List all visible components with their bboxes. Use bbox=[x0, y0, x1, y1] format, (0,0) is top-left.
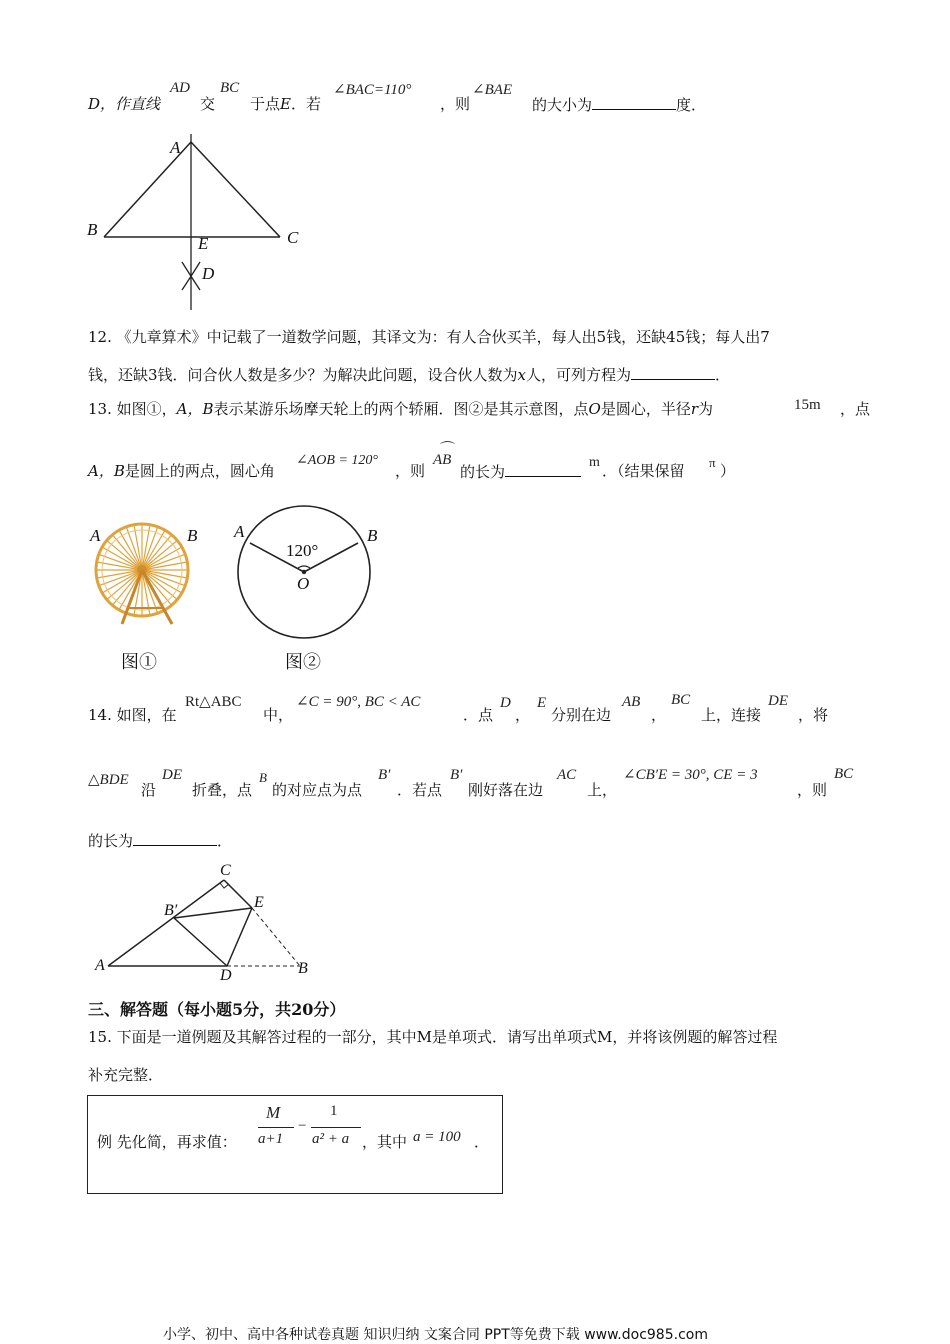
q14-l3a: 的长为 bbox=[88, 832, 134, 850]
q13-line2 bbox=[88, 461, 275, 481]
q13-line2b: 是圆上的两点，圆心角 bbox=[124, 462, 275, 480]
q14-l2d: ．若点 bbox=[397, 781, 443, 799]
ferris-wheel-figure bbox=[88, 520, 198, 630]
q14-ab: AB bbox=[622, 694, 641, 710]
q11-jiao: 交 bbox=[200, 95, 216, 113]
q13-arc-symbol: ⌒ bbox=[440, 442, 456, 458]
q12-line2b: 人，可列方程为 bbox=[526, 366, 632, 384]
q15-end: ． bbox=[474, 1133, 490, 1151]
q15-den1: a+1 bbox=[258, 1131, 284, 1147]
q13-line2f: ） bbox=[720, 462, 736, 480]
q14-l1a: 14. 如图，在 bbox=[88, 706, 177, 724]
q14-tri: △BDE bbox=[88, 772, 129, 788]
fig2-angle: 120° bbox=[286, 541, 319, 560]
q14-fig-b: B bbox=[298, 960, 308, 977]
q13-line1e: ，点 bbox=[840, 400, 871, 418]
q14-answer-blank[interactable] bbox=[133, 830, 217, 846]
q14-d: D bbox=[500, 695, 511, 711]
q13-line2e: ．（结果保留 bbox=[602, 462, 685, 480]
q11-ad: AD bbox=[170, 80, 190, 96]
q13-line1b: 表示某游乐场摩天轮上的两个轿厢．图②是其示意图，点 bbox=[213, 400, 589, 418]
q13-arc-ab: AB bbox=[433, 452, 452, 468]
q15-line1: 15. 下面是一道例题及其解答过程的一部分，其中M是单项式．请写出单项式M，并将该例题的解答过程 bbox=[88, 1028, 778, 1046]
q13-line1a: 13. 如图①， bbox=[88, 400, 177, 418]
q14-fig-bp: B′ bbox=[164, 902, 178, 919]
q11-ze: ，则 bbox=[440, 95, 471, 113]
fig1-label-b: B bbox=[187, 526, 198, 545]
q13-line1c: 是圆心，半径 bbox=[600, 400, 691, 418]
q11-angle-bac: ∠BAC=110° bbox=[333, 82, 412, 98]
q11-label-c: C bbox=[287, 228, 299, 247]
q14-l1c: ．点 bbox=[463, 706, 494, 724]
q13-line1d: 为 bbox=[698, 400, 714, 418]
q15-fraction-bar-2 bbox=[311, 1127, 361, 1128]
q11-yu: 于点 bbox=[250, 95, 281, 113]
q14-l3b: ． bbox=[217, 832, 233, 850]
q14-de2: DE bbox=[162, 767, 182, 783]
q14-bp2: B′ bbox=[450, 767, 463, 783]
q14-l2g: ，则 bbox=[797, 781, 828, 799]
q14-rt: Rt△ABC bbox=[185, 694, 242, 710]
q13-pi: π bbox=[709, 455, 716, 470]
q13-line2d: 的长为 bbox=[460, 463, 506, 481]
footer-text: 小学、初中、高中各种试卷真题 知识归纳 文案合同 PPT等免费下载 www.doc985.com bbox=[163, 1327, 708, 1343]
q14-l1f: ，将 bbox=[798, 706, 829, 724]
q14-l3 bbox=[88, 830, 232, 851]
q14-de: DE bbox=[768, 693, 788, 709]
q13-ab: A，B bbox=[176, 400, 214, 418]
q15-den2: a² + a bbox=[312, 1131, 350, 1147]
q14-l2a: 沿 bbox=[141, 781, 157, 799]
q14-cond2: ∠CB′E = 30°, CE = 3 bbox=[623, 767, 758, 783]
q15-cond: ，其中 bbox=[362, 1133, 408, 1151]
q13-line2a: A，B bbox=[88, 462, 125, 480]
q12-x: x bbox=[517, 366, 527, 384]
q14-bc: BC bbox=[671, 692, 691, 708]
fig2-caption: 图② bbox=[285, 652, 321, 673]
q14-figure bbox=[100, 860, 320, 980]
q12-line2a: 钱，还缺3钱．问合伙人数是多少？为解决此问题，设合伙人数为 bbox=[88, 366, 518, 384]
q14-fig-c: C bbox=[220, 862, 231, 879]
q12-line2 bbox=[88, 364, 730, 385]
q14-l2c: 的对应点为点 bbox=[272, 781, 363, 799]
q11-answer-blank[interactable] bbox=[592, 94, 676, 110]
q15-fraction-bar-1 bbox=[258, 1127, 294, 1128]
q11-bc: BC bbox=[220, 80, 240, 96]
q11-prefix: D，作直线 bbox=[88, 95, 161, 113]
q15-num1: M bbox=[266, 1103, 281, 1122]
q14-l1b: 中， bbox=[263, 706, 294, 724]
q11-line bbox=[88, 94, 160, 114]
q13-r-val: 15m bbox=[794, 397, 821, 413]
q11-e: E bbox=[280, 95, 291, 113]
q13-o: O bbox=[588, 400, 601, 418]
fig1-caption: 图① bbox=[121, 652, 157, 673]
q14-l2f: 上， bbox=[587, 781, 618, 799]
q14-fig-e: E bbox=[254, 894, 264, 911]
q11-ruo: ．若 bbox=[290, 95, 321, 113]
q11-tail1: 的大小为 bbox=[532, 96, 593, 114]
q15-ex-label: 例 先化简，再求值： bbox=[97, 1133, 237, 1151]
q14-l2b: 折叠，点 bbox=[192, 781, 253, 799]
q15-a-eq: a = 100 bbox=[413, 1129, 461, 1145]
q14-comma2: ， bbox=[651, 706, 667, 724]
q14-fig-a: A bbox=[95, 957, 105, 974]
q13-line2d-group bbox=[460, 461, 581, 482]
q13-angle-aob: ∠AOB = 120° bbox=[296, 453, 378, 468]
section3-title: 三、解答题（每小题5分，共20分） bbox=[88, 1000, 346, 1019]
q11-yu-group bbox=[250, 94, 321, 114]
q12-end: ． bbox=[715, 366, 731, 384]
q11-angle-bae: ∠BAE bbox=[472, 82, 513, 98]
q12-answer-blank[interactable] bbox=[631, 364, 715, 380]
q13-answer-blank[interactable] bbox=[505, 461, 581, 477]
q14-ac: AC bbox=[557, 767, 577, 783]
q14-l1d: 分别在边 bbox=[551, 706, 612, 724]
q12-line1: 12. 《九章算术》中记载了一道数学问题，其译文为：有人合伙买羊，每人出5钱，还缺45钱；每人出7 bbox=[88, 328, 770, 346]
fig2-label-a: A bbox=[234, 522, 245, 541]
q14-bp: B′ bbox=[378, 767, 391, 783]
q14-b: B bbox=[259, 770, 267, 785]
q11-label-e: E bbox=[198, 234, 209, 253]
q11-label-d: D bbox=[202, 264, 215, 283]
q14-bc2: BC bbox=[834, 766, 854, 782]
q15-minus: − bbox=[298, 1118, 307, 1134]
q14-l2e: 刚好落在边 bbox=[468, 781, 544, 799]
q14-l1e: 上，连接 bbox=[701, 706, 762, 724]
q11-label-a: A bbox=[170, 138, 181, 157]
fig1-label-a: A bbox=[90, 526, 101, 545]
q13-unit-m: m bbox=[589, 455, 600, 470]
q15-num2: 1 bbox=[330, 1103, 338, 1119]
q14-comma1: ， bbox=[515, 706, 531, 724]
q14-e: E bbox=[537, 695, 547, 711]
q11-figure bbox=[80, 130, 320, 320]
q14-cond: ∠C = 90°, BC < AC bbox=[296, 694, 421, 710]
q13-line2c: ，则 bbox=[395, 462, 426, 480]
q13-r: r bbox=[690, 400, 698, 418]
q11-tail2: 度． bbox=[676, 96, 707, 114]
q11-label-b: B bbox=[87, 220, 98, 239]
fig2-label-o: O bbox=[297, 574, 310, 593]
q14-fig-d: D bbox=[220, 967, 232, 984]
q11-tail bbox=[532, 94, 706, 115]
q13-line1 bbox=[88, 399, 713, 419]
q15-line2: 补充完整． bbox=[88, 1066, 164, 1084]
fig2-label-b: B bbox=[367, 526, 378, 545]
